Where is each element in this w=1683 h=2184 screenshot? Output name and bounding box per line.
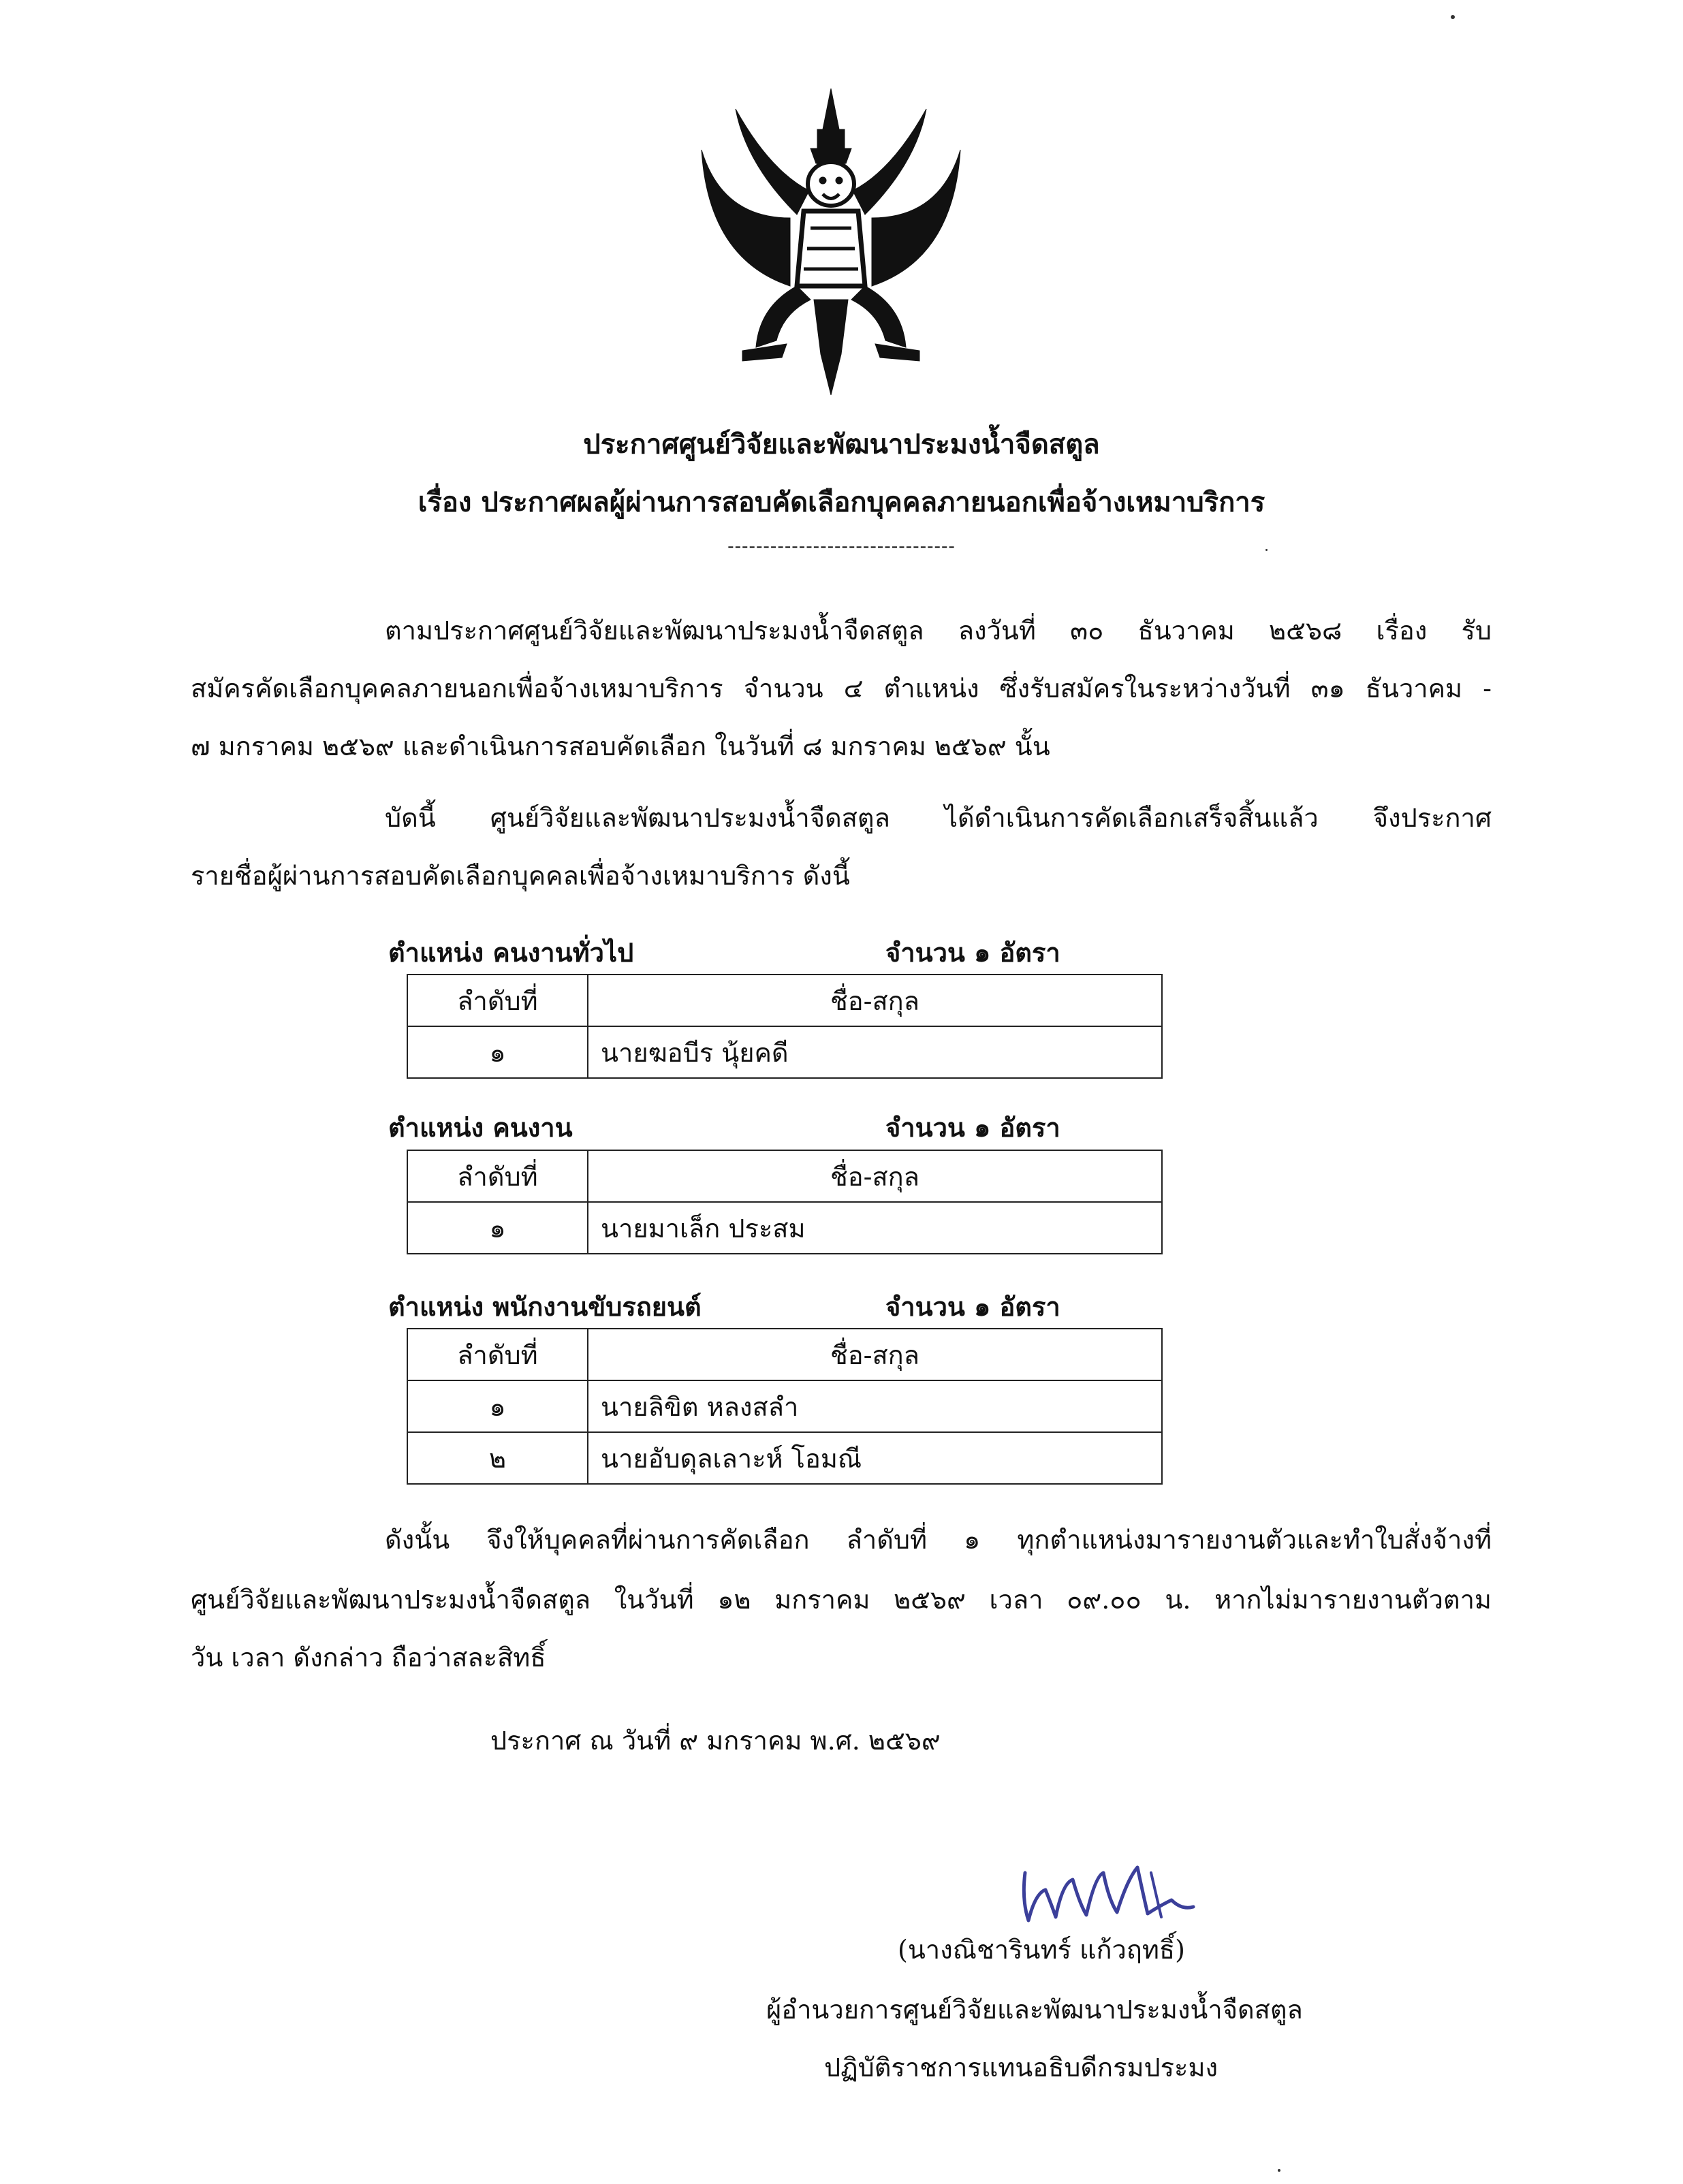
header-no: ลำดับที่	[407, 975, 588, 1026]
garuda-emblem-icon	[695, 82, 967, 402]
table-header-row	[407, 975, 1162, 1026]
table-row	[407, 1432, 1162, 1484]
signer-position: ผู้อำนวยการศูนย์วิจัยและพัฒนาประมงน้ำจืดสตูล	[766, 1995, 1303, 2025]
results-table	[407, 1328, 1163, 1485]
header-name: ชื่อ-สกุล	[588, 1329, 1162, 1380]
row-name: นายลิขิต หลงสลำ	[588, 1380, 1162, 1432]
header-name: ชื่อ-สกุล	[588, 1150, 1162, 1202]
table-header-row	[407, 1150, 1162, 1202]
scan-speck	[1265, 549, 1268, 551]
paragraph-2-line-1: บัดนี้ ศูนย์วิจัยและพัฒนาประมงน้ำจืดสตูล ได้ดำเนินการคัดเลือกเสร็จสิ้นแล้ว จึงประกาศ	[385, 803, 1492, 833]
paragraph-3-line-1: ดังนั้น จึงให้บุคคลที่ผ่านการคัดเลือก ลำดับที่ ๑ ทุกตำแหน่งมารายงานตัวและทำใบสั่งจ้างที่	[385, 1525, 1492, 1555]
scan-speck	[1278, 2169, 1280, 2172]
header-no: ลำดับที่	[407, 1150, 588, 1202]
scan-speck	[1451, 15, 1455, 19]
paragraph-2-line-2: รายชื่อผู้ผ่านการสอบคัดเลือกบุคคลเพื่อจ้างเหมาบริการ ดังนี้	[191, 861, 850, 891]
paragraph-1-line-2: สมัครคัดเลือกบุคคลภายนอกเพื่อจ้างเหมาบริการ จำนวน ๔ ตำแหน่ง ซึ่งรับสมัครในระหว่างวันที่ ๓๑ ธันวาคม -	[191, 674, 1492, 703]
table-row	[407, 1380, 1162, 1432]
row-name: นายอับดุลเลาะห์ โอมณี	[588, 1432, 1162, 1484]
row-name: นายมาเล็ก ประสม	[588, 1202, 1162, 1254]
position-title: ตำแหน่ง พนักงานขับรถยนต์	[388, 1291, 702, 1322]
row-no: ๑	[407, 1380, 588, 1432]
results-table	[407, 974, 1163, 1079]
paragraph-1-line-1: ตามประกาศศูนย์วิจัยและพัฒนาประมงน้ำจืดสตูล ลงวันที่ ๓๐ ธันวาคม ๒๕๖๘ เรื่อง รับ	[385, 616, 1492, 646]
header-no: ลำดับที่	[407, 1329, 588, 1380]
position-title: ตำแหน่ง คนงานทั่วไป	[388, 937, 634, 968]
paragraph-1-line-3: ๗ มกราคม ๒๕๖๙ และดำเนินการสอบคัดเลือก ในวันที่ ๘ มกราคม ๒๕๖๙ นั้น	[191, 731, 1050, 761]
results-table	[407, 1150, 1163, 1254]
paragraph-3-line-2: ศูนย์วิจัยและพัฒนาประมงน้ำจืดสตูล ในวันที่ ๑๒ มกราคม ๒๕๖๙ เวลา ๐๙.๐๐ น. หากไม่มารายงานตัวตาม	[191, 1585, 1492, 1615]
handwritten-signature-icon	[1015, 1852, 1199, 1934]
position-count: จำนวน ๑ อัตรา	[885, 1291, 1060, 1322]
announcement-date: ประกาศ ณ วันที่ ๙ มกราคม พ.ศ. ๒๕๖๙	[490, 1726, 941, 1756]
title-separator: --------------------------------	[727, 535, 956, 557]
announcement-title: ประกาศศูนย์วิจัยและพัฒนาประมงน้ำจืดสตูล	[583, 428, 1100, 460]
signer-name: (นางณิชารินทร์ แก้วฤทธิ์)	[898, 1935, 1185, 1965]
position-title: ตำแหน่ง คนงาน	[388, 1112, 573, 1143]
paragraph-3-line-3: วัน เวลา ดังกล่าว ถือว่าสละสิทธิ์	[191, 1643, 546, 1673]
table-row	[407, 1026, 1162, 1078]
signer-acting-position: ปฏิบัติราชการแทนอธิบดีกรมประมง	[824, 2053, 1218, 2083]
position-count: จำนวน ๑ อัตรา	[885, 937, 1060, 968]
position-count: จำนวน ๑ อัตรา	[885, 1112, 1060, 1143]
row-no: ๒	[407, 1432, 588, 1484]
row-no: ๑	[407, 1026, 588, 1078]
announcement-subject: เรื่อง ประกาศผลผู้ผ่านการสอบคัดเลือกบุคคลภายนอกเพื่อจ้างเหมาบริการ	[418, 486, 1265, 518]
table-header-row	[407, 1329, 1162, 1380]
table-row	[407, 1202, 1162, 1254]
row-name: นายฆอบีร นุ้ยคดี	[588, 1026, 1162, 1078]
row-no: ๑	[407, 1202, 588, 1254]
header-name: ชื่อ-สกุล	[588, 975, 1162, 1026]
